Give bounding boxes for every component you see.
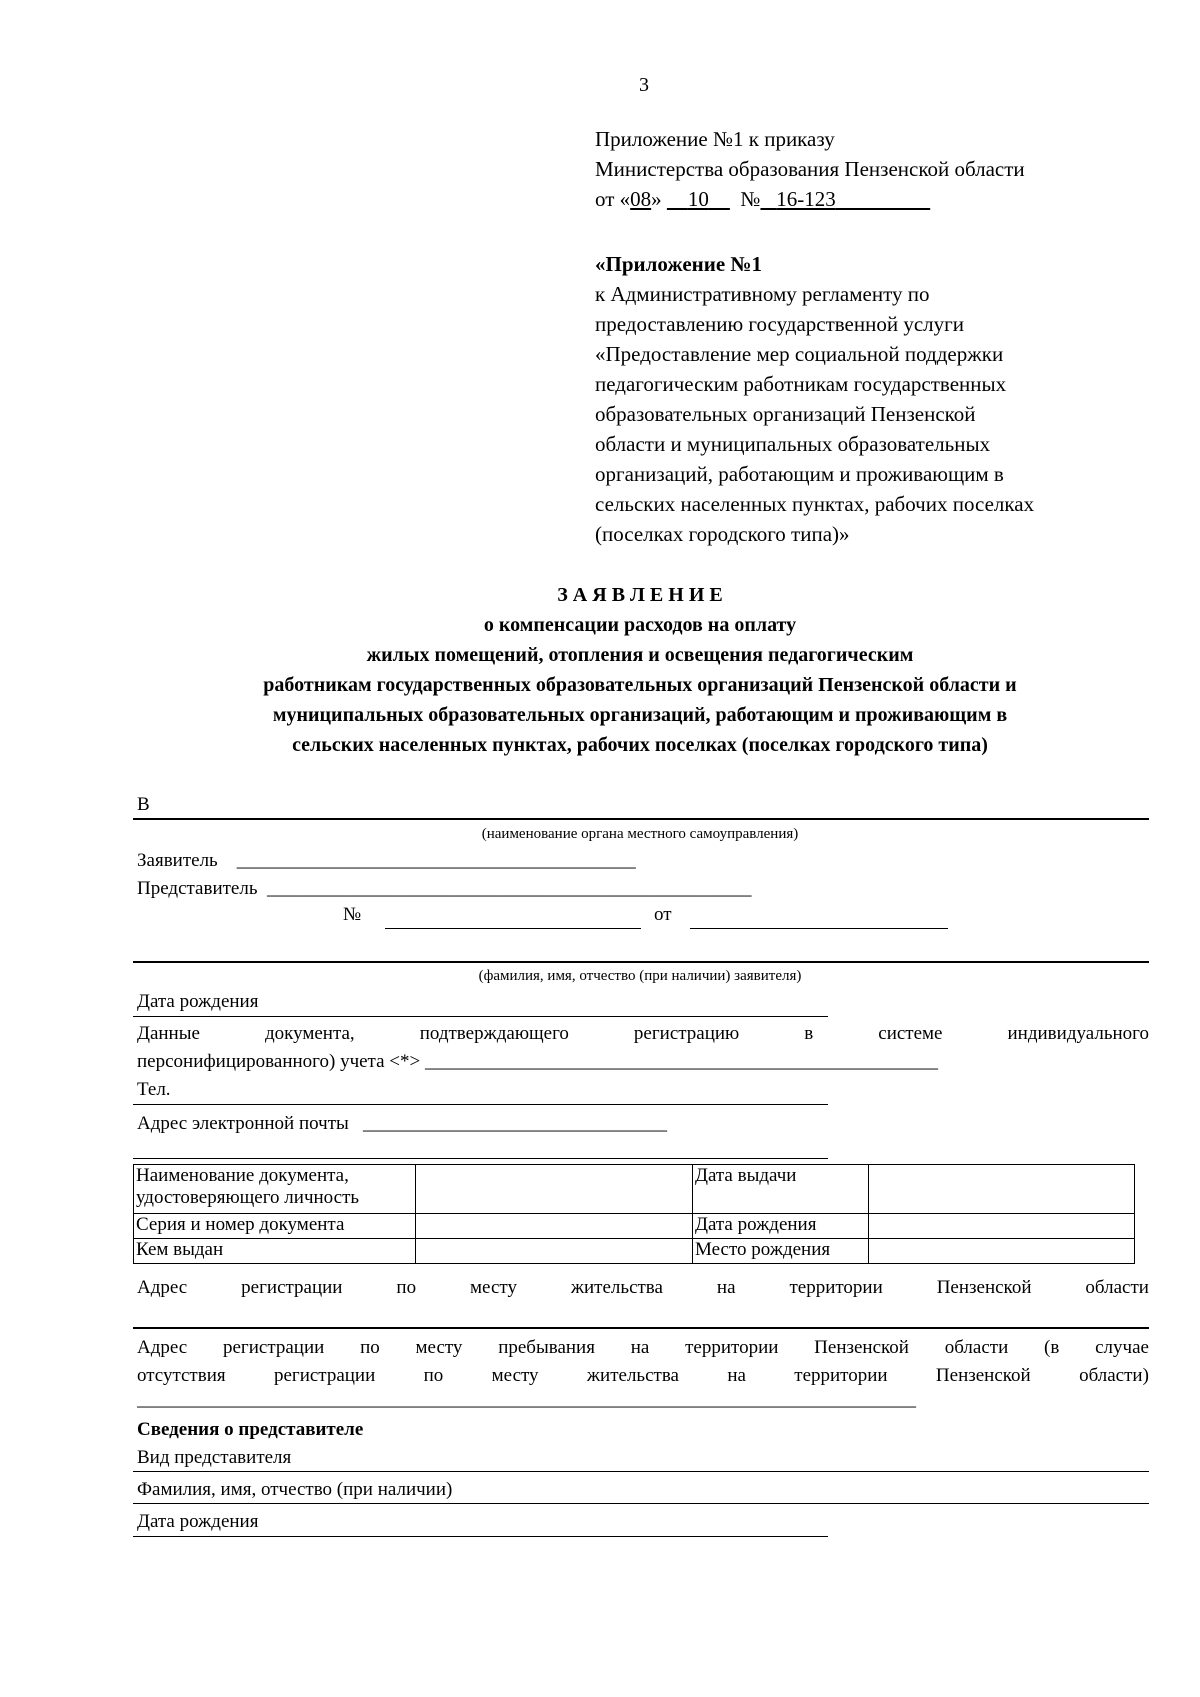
reg-address-label: Адрес регистрации по месту жительства на территории Пензенской области (137, 1277, 1149, 1298)
doc-name-label: Наименование документа, удостоверяющего личность (134, 1165, 416, 1214)
to-line[interactable] (133, 818, 1149, 820)
appendix-line: «Предоставление мер социальной поддержки (595, 342, 1004, 366)
order-date-line (595, 184, 930, 214)
issue-date-label: Дата выдачи (693, 1165, 869, 1214)
statement-line: работникам государственных образовательных организаций Пензенской области и (263, 674, 1017, 696)
birth-place-label: Место рождения (693, 1239, 869, 1264)
phone-line[interactable] (133, 1104, 828, 1105)
page-number: 3 (639, 74, 649, 96)
doc-reg-line1: Данные документа, подтверждающего регистрацию в системе индивидуального (137, 1023, 1149, 1044)
email-extra-line[interactable] (133, 1158, 828, 1159)
statement-line: жилых помещений, отопления и освещения педагогическим (366, 644, 914, 666)
appendix-line: (поселках городского типа)» (595, 522, 850, 546)
stay-address-label-2: отсутствия регистрации по месту жительства на территории Пензенской области) (137, 1365, 1149, 1386)
appendix-title: «Приложение №1 (595, 252, 763, 276)
doc-reg-line2[interactable]: персонифицированного) учета <*> ______________________________________________________ (137, 1051, 938, 1072)
order-day: 08 (630, 187, 652, 211)
date-mid: » (651, 187, 667, 211)
to-label: В (137, 794, 150, 815)
rep-type-label: Вид представителя (137, 1447, 292, 1468)
birth-date-label: Дата рождения (137, 991, 259, 1012)
issued-by-value[interactable] (416, 1239, 693, 1264)
appendix-line: предоставлению государственной услуги (595, 312, 964, 336)
statement-title: З А Я В Л Е Н И Е (557, 584, 723, 606)
order-header-line2: Министерства образования Пензенской области (595, 157, 1025, 181)
id-document-table (133, 1164, 1135, 1264)
table-row (134, 1239, 1135, 1264)
doc-number-line[interactable] (385, 928, 641, 929)
statement-line: сельских населенных пунктах, рабочих поселках (поселках городского типа) (292, 734, 988, 756)
rep-fio-label: Фамилия, имя, отчество (при наличии) (137, 1479, 453, 1500)
fio-caption: (фамилия, имя, отчество (при наличии) заявителя) (478, 968, 802, 984)
appendix-line: сельских населенных пунктах, рабочих поселках (595, 492, 1035, 516)
to-caption: (наименование органа местного самоуправления) (481, 826, 799, 842)
stay-address-line[interactable]: __________________________________________________________________________________ (137, 1389, 916, 1410)
rep-type-line[interactable] (133, 1471, 1149, 1472)
no-label: № (343, 904, 362, 925)
email-line[interactable]: ________________________________ (363, 1113, 668, 1134)
birth-date-line[interactable] (133, 1016, 828, 1017)
date-prefix: от « (595, 187, 631, 211)
number-label: № (740, 187, 761, 211)
from-label: от (654, 904, 672, 925)
order-header-line1: Приложение №1 к приказу (595, 127, 835, 151)
appendix-line: педагогическим работникам государственных (595, 372, 1007, 396)
rep-birth-line[interactable] (133, 1536, 828, 1537)
fio-line[interactable] (133, 961, 1149, 963)
applicant-label: Заявитель (137, 850, 218, 871)
birth-date-table-label: Дата рождения (693, 1214, 869, 1239)
statement-line: муниципальных образовательных организаций, работающим и проживающим в (272, 704, 1008, 726)
email-label: Адрес электронной почты (137, 1113, 349, 1134)
phone-label: Тел. (137, 1079, 171, 1100)
issued-by-label: Кем выдан (134, 1239, 416, 1264)
doc-date-line[interactable] (690, 928, 948, 929)
issue-date-value[interactable] (869, 1165, 1135, 1214)
reg-address-line[interactable] (133, 1327, 1149, 1329)
appendix-line: организаций, работающим и проживающим в (595, 462, 1004, 486)
birth-place-value[interactable] (869, 1239, 1135, 1264)
representative-row (137, 877, 752, 901)
order-month: 10 (687, 187, 709, 211)
series-number-label: Серия и номер документа (134, 1214, 416, 1239)
rep-fio-line[interactable] (133, 1503, 1149, 1504)
series-number-value[interactable] (416, 1214, 693, 1239)
doc-name-value[interactable] (416, 1165, 693, 1214)
rep-section-title: Сведения о представителе (137, 1419, 364, 1440)
representative-line[interactable]: ___________________________________________________ (267, 878, 752, 899)
order-number: 16-123 (776, 187, 836, 211)
rep-birth-label: Дата рождения (137, 1511, 259, 1532)
appendix-line: к Административному регламенту по (595, 282, 930, 306)
statement-line: о компенсации расходов на оплату (483, 614, 797, 636)
appendix-line: области и муниципальных образовательных (595, 432, 991, 456)
birth-date-table-value[interactable] (869, 1214, 1135, 1239)
stay-address-label-1: Адрес регистрации по месту пребывания на территории Пензенской области (в случае (137, 1337, 1149, 1358)
representative-label: Представитель (137, 878, 258, 899)
table-row (134, 1214, 1135, 1239)
email-row (137, 1112, 667, 1136)
table-row (134, 1165, 1135, 1214)
applicant-row (137, 849, 636, 873)
appendix-line: образовательных организаций Пензенской (595, 402, 976, 426)
applicant-line[interactable]: __________________________________________ (236, 850, 636, 871)
